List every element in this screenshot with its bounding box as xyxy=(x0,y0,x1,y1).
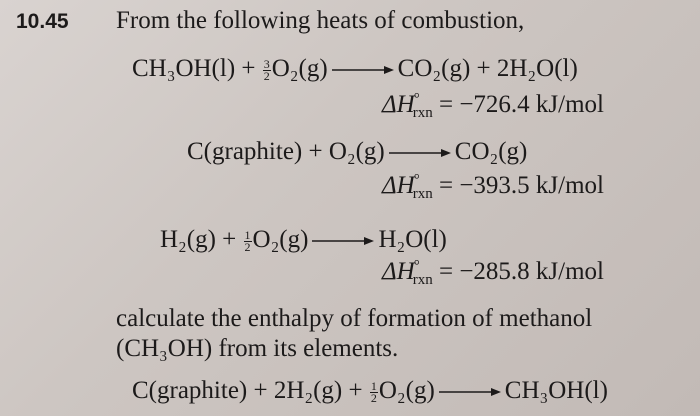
enthalpy-value: = −726.4 kJ/mol xyxy=(432,91,604,118)
reaction-3-oxygen: O₂(g) xyxy=(252,226,309,253)
reaction-3-reactant-text: H₂(g) + xyxy=(160,226,243,253)
target-oxygen: O₂(g) xyxy=(378,377,435,404)
reaction-1-oxygen: O₂(g) xyxy=(271,55,328,82)
fraction-denominator: 2 xyxy=(370,390,377,405)
fraction-denominator: 2 xyxy=(244,239,251,254)
reaction-2-products: CO₂(g) xyxy=(454,138,528,165)
enthalpy-value: = −393.5 kJ/mol xyxy=(432,172,604,199)
rxn-subscript: rxn xyxy=(412,186,433,203)
target-product: CH₃OH(l) xyxy=(504,377,608,404)
reaction-arrow-icon xyxy=(439,386,501,398)
problem-number: 10.45 xyxy=(16,10,69,33)
rxn-subscript: rxn xyxy=(412,272,433,289)
reaction-3-products: H₂O(l) xyxy=(378,226,447,253)
fraction-numerator: 3 xyxy=(263,56,270,71)
question-line-1: calculate the enthalpy of formation of methanol xyxy=(116,305,593,332)
fraction-numerator: 1 xyxy=(244,227,251,242)
reaction-1-enthalpy xyxy=(382,91,604,122)
problem-intro: From the following heats of combustion, xyxy=(116,7,525,34)
reaction-1-products: CO₂(g) + 2H₂O(l) xyxy=(397,55,578,82)
reaction-arrow-icon xyxy=(389,147,451,159)
standard-state-symbol: ° xyxy=(413,172,420,188)
reaction-1-reactant-text: CH₃OH(l) + xyxy=(132,55,262,82)
reaction-arrow-icon xyxy=(312,235,374,247)
target-reactants: C(graphite) + 2H₂(g) + xyxy=(132,377,369,404)
standard-state-symbol: ° xyxy=(413,258,420,274)
target-fraction xyxy=(370,378,378,405)
reaction-1-fraction xyxy=(263,56,271,83)
standard-state-symbol: ° xyxy=(413,91,420,107)
question-line-2: (CH₃OH) from its elements. xyxy=(116,335,399,362)
enthalpy-symbol: ΔH xyxy=(382,91,415,118)
enthalpy-symbol: ΔH xyxy=(382,258,415,285)
fraction-denominator: 2 xyxy=(263,68,270,83)
fraction-numerator: 1 xyxy=(370,378,377,393)
reaction-3-enthalpy xyxy=(382,258,604,289)
reaction-arrow-icon xyxy=(332,64,394,76)
reaction-3-equation xyxy=(160,226,447,254)
enthalpy-value: = −285.8 kJ/mol xyxy=(432,258,604,285)
reaction-2-reactants: C(graphite) + O₂(g) xyxy=(187,138,385,165)
reaction-3-fraction xyxy=(244,227,252,254)
reaction-1-equation xyxy=(132,55,578,83)
rxn-subscript: rxn xyxy=(412,105,433,122)
enthalpy-symbol: ΔH xyxy=(382,172,415,199)
reaction-2-equation xyxy=(187,138,527,166)
target-reaction-equation xyxy=(132,377,608,405)
reaction-2-enthalpy xyxy=(382,172,604,203)
